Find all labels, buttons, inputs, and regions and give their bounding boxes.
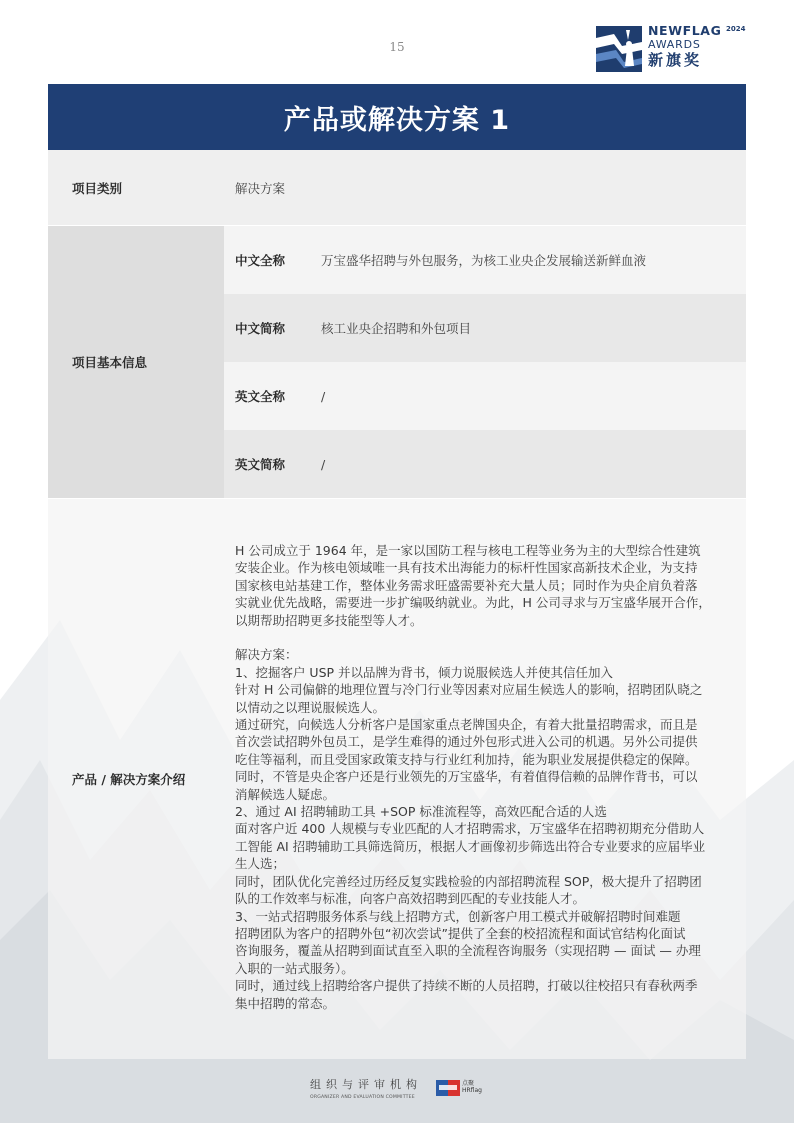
- intro-line: 同时，不管是央企客户还是行业领先的万宝盛华，有着值得信赖的品牌作背书，可以: [235, 769, 698, 785]
- section-title: 产品或解决方案 1: [48, 84, 746, 150]
- intro-line: 面对客户近 400 人规模与专业匹配的人才招聘需求，万宝盛华在招聘初期充分借助人: [235, 821, 705, 837]
- logo-year: 2024: [726, 25, 746, 33]
- intro-line: 入职的一站式服务）。: [235, 960, 354, 976]
- intro-line: 同时，团队优化完善经过历经反复实践检验的内部招聘流程 SOP，极大提升了招聘团: [235, 873, 702, 889]
- subrow-label: 英文全称: [235, 389, 286, 404]
- intro-line: 实就业优先战略，需要进一步扩编吸纳就业。为此，H 公司寻求与万宝盛华展开合作，: [235, 595, 711, 611]
- subrow-label: 中文简称: [235, 321, 286, 336]
- subrow-value: /: [321, 388, 326, 404]
- category-row: [48, 150, 746, 225]
- subrow-label: 英文简称: [235, 457, 286, 472]
- intro-label: 产品 / 解决方案介绍: [72, 772, 186, 787]
- basic-info-subrow: [224, 430, 746, 498]
- intro-line: 咨询服务，覆盖从招聘到面试直至入职的全流程咨询服务（实现招聘 — 面试 — 办理: [235, 943, 701, 959]
- intro-line: 解决方案：: [235, 647, 298, 663]
- intro-line: 通过研究，向候选人分析客户是国家重点老牌国央企，有着大批量招聘需求，而且是: [235, 717, 698, 733]
- intro-line: 同时，通过线上招聘给客户提供了持续不断的人员招聘，打破以往校招只有春秋两季: [235, 978, 698, 994]
- flag-runner-icon: [596, 26, 642, 72]
- basic-info-subrows: [224, 226, 746, 498]
- logo-line1: NEWFLAG: [648, 23, 722, 38]
- basic-info-row: [48, 226, 746, 498]
- intro-line: 生人选；: [235, 856, 286, 872]
- basic-info-subrow: [224, 362, 746, 430]
- footer-organizer-cn: 组织与评审机构: [310, 1078, 422, 1091]
- intro-line: 消解候选人疑虑。: [235, 786, 336, 802]
- subrow-value: 万宝盛华招聘与外包服务，为核工业央企发展输送新鲜血液: [321, 253, 647, 268]
- project-info-table: [48, 150, 746, 1059]
- intro-line: 以期帮助招聘更多技能型等人才。: [235, 612, 423, 628]
- subrow-value: 核工业央企招聘和外包项目: [321, 321, 472, 336]
- hrflag-logo-icon: [436, 1080, 460, 1096]
- subrow-value: /: [321, 456, 326, 472]
- intro-line: 招聘团队为客户的招聘外包“初次尝试”提供了全套的校招流程和面试官结构化面试: [235, 925, 686, 941]
- category-label: 项目类别: [48, 150, 224, 225]
- intro-paragraph-2: [235, 646, 738, 1012]
- footer-logo-text: [462, 1080, 482, 1094]
- intro-line: 吃住等福利，而且受国家政策支持与行业红利加持，能为职业发展提供稳定的保障。: [235, 751, 698, 767]
- subrow-label: 中文全称: [235, 253, 286, 268]
- footer-logo-line1: 点聚: [462, 1080, 475, 1087]
- footer-logo-line2: HRflag: [462, 1087, 482, 1094]
- intro-paragraph-1: [235, 542, 738, 629]
- intro-row: [48, 499, 746, 1059]
- intro-line: 2、通过 AI 招聘辅助工具 +SOP 标准流程等，高效匹配合适的人选: [235, 804, 607, 820]
- category-value: 解决方案: [235, 180, 286, 196]
- logo-line3: 新旗奖: [648, 51, 703, 69]
- basic-info-label: 项目基本信息: [48, 226, 224, 498]
- basic-info-subrow: [224, 294, 746, 362]
- intro-line: 国家核电站基建工作，整体业务需求旺盛需要补充大量人员；同时作为央企肩负着落: [235, 577, 698, 593]
- basic-info-subrow: [224, 226, 746, 294]
- intro-line: 队的工作效率与标准，向客户高效招聘到匹配的专业技能人才。: [235, 891, 586, 907]
- intro-text: [224, 499, 746, 1059]
- footer-organizer-en: ORGANIZER AND EVALUATION COMMITTEE: [310, 1095, 415, 1100]
- page-number: 15: [389, 40, 405, 54]
- intro-line: 以情动之以理说服候选人。: [235, 699, 386, 715]
- intro-line: 针对 H 公司偏僻的地理位置与冷门行业等因素对应届生候选人的影响，招聘团队晓之: [235, 682, 703, 698]
- intro-line: 3、一站式招聘服务体系与线上招聘方式，创新客户用工模式并破解招聘时间难题: [235, 908, 681, 924]
- intro-line: 集中招聘的常态。: [235, 995, 336, 1011]
- logo-line2: AWARDS: [648, 38, 701, 51]
- intro-line: 工智能 AI 招聘辅助工具筛选简历，根据人才画像初步筛选出符合专业要求的应届毕业: [235, 838, 706, 854]
- intro-line: 首次尝试招聘外包员工，是学生难得的通过外包形式进入公司的机遇。另外公司提供: [235, 734, 698, 750]
- intro-line: 1、挖掘客户 USP 并以品牌为背书，倾力说服候选人并使其信任加入: [235, 664, 614, 680]
- footer: [310, 1076, 510, 1106]
- newflag-awards-logo: [596, 24, 756, 74]
- intro-line: H 公司成立于 1964 年，是一家以国防工程与核电工程等业务为主的大型综合性建筑: [235, 543, 701, 558]
- intro-line: 安装企业。作为核电领域唯一具有技术出海能力的标杆性国家高新技术企业，为支持: [235, 560, 698, 576]
